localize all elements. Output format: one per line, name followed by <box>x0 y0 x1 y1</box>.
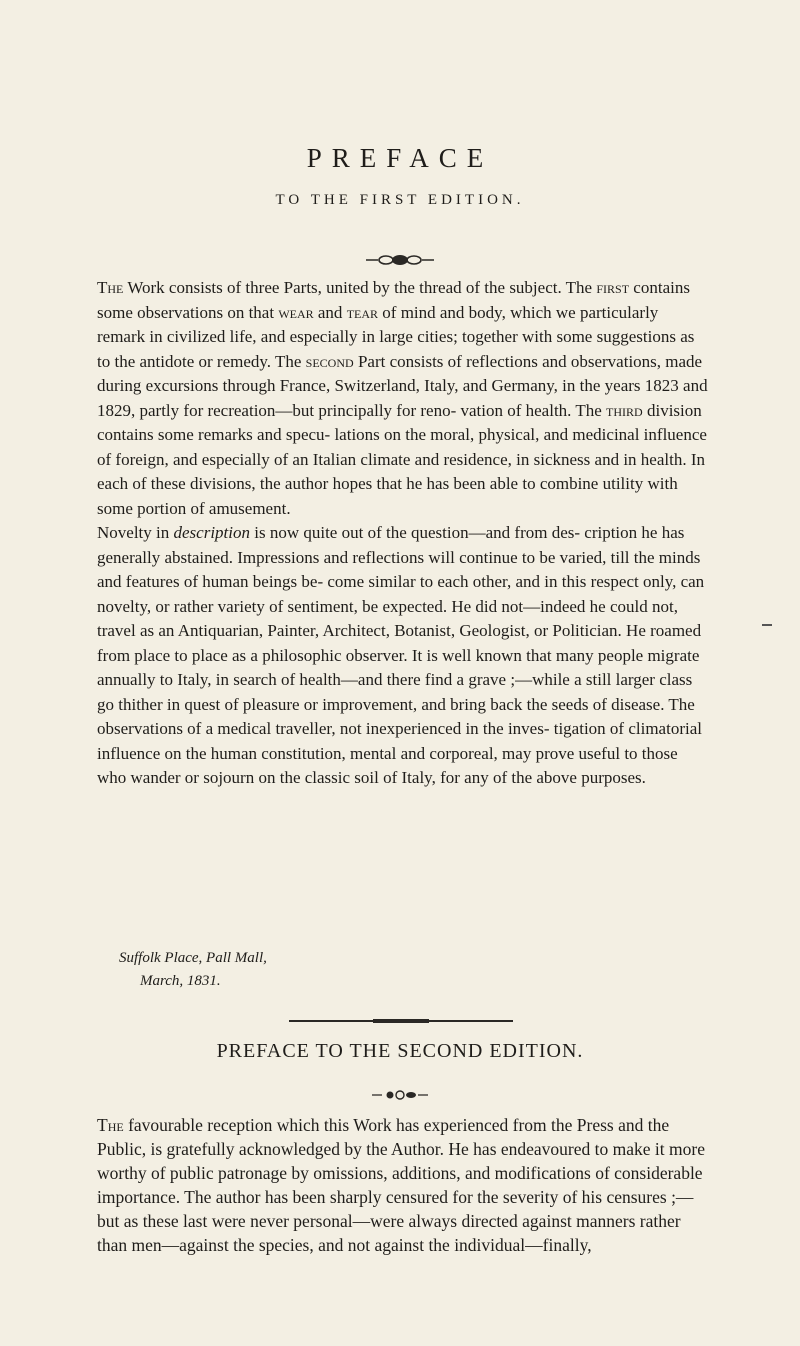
preface-title: PREFACE <box>306 143 494 173</box>
text-run: Work consists of three Parts, united by the thread of the subject. The <box>123 278 597 297</box>
margin-mark <box>762 624 772 626</box>
emph-first: first <box>596 278 630 297</box>
text-run: division contains some remarks and specu- lations on the moral, physical, and medicinal influence of foreign, and especially of an Italian climate and residence, in sickness and in health. In each of these divisions, the author hopes that he has been able to combine utility with some portion of amusement. <box>97 400 707 518</box>
preface2-body <box>97 1113 709 1257</box>
emph-tear: tear <box>346 302 379 322</box>
paragraph-2 <box>97 521 709 791</box>
preface2-title: PREFACE TO THE SECOND EDITION. <box>216 1040 584 1062</box>
ornament-divider <box>364 253 436 267</box>
signature-place: Suffolk Place, Pall Mall, <box>119 950 267 966</box>
emph-third: third <box>606 400 643 420</box>
paragraph-1 <box>97 276 709 521</box>
text-run: Part consists of reflections and observations, made during excursions through France, Switzerland, Italy, and Germany, in the years 1823 and 1829, partly for recreation—but principally for reno- vation of health. The <box>97 351 708 420</box>
emph-description: description <box>173 523 250 542</box>
preface-body <box>97 276 709 791</box>
text-run: and <box>313 302 347 322</box>
text-run: is now quite out of the question—and from des- cription he has generally abstained. Impressions and reflections will continue to be varied, till the minds and features of human beings be- come similar to each other, and in this respect only, can novelty, or rather variety of sentiment, be expected. He did not—indeed he could not, travel as an Antiquarian, Painter, Architect, Botanist, Geologist, or Politician. He roamed from place to place as a philosophic observer. It is well known that many people migrate annually to Italy, in search of health—and there find a grave ;—while a still larger class go thither in quest of pleasure or improvement, and bring back the seeds of disease. The observations of a medical traveller, not inexperienced in the inves- tigation of climatorial influence on the human constitution, mental and corporeal, may prove useful to those who wander or sojourn on the classic soil of Italy, for any of the above purposes. <box>97 523 705 787</box>
section-rule <box>289 1020 513 1022</box>
signature-date: March, 1831. <box>140 973 221 989</box>
drop-word: The <box>97 1115 124 1135</box>
text-run: Novelty in <box>97 523 174 542</box>
paragraph-3 <box>97 1113 709 1257</box>
text-run: favourable reception which this Work has experienced from the Press and the Public, is gratefully acknowledged by the Author. He has endeavoured to make it more worthy of public patronage by omissions, additions, and modifications of considerable importance. The author has been sharply censured for the severity of his censures ;—but as these last were never personal—were always directed against manners rather than men—against the species, and not against the individual—finally, <box>97 1115 705 1255</box>
emph-second: second <box>305 351 354 371</box>
text-run: of mind and body, which we particularly remark in civilized life, and especially in large cities; together with some suggestions as to the antidote or remedy. The <box>97 302 695 371</box>
emph-wear: wear <box>278 302 314 322</box>
ornament-divider-2 <box>370 1088 430 1102</box>
drop-word: The <box>97 278 124 297</box>
text-run: contains some observations on that <box>97 278 690 322</box>
preface-subtitle: TO THE FIRST EDITION. <box>275 192 525 208</box>
